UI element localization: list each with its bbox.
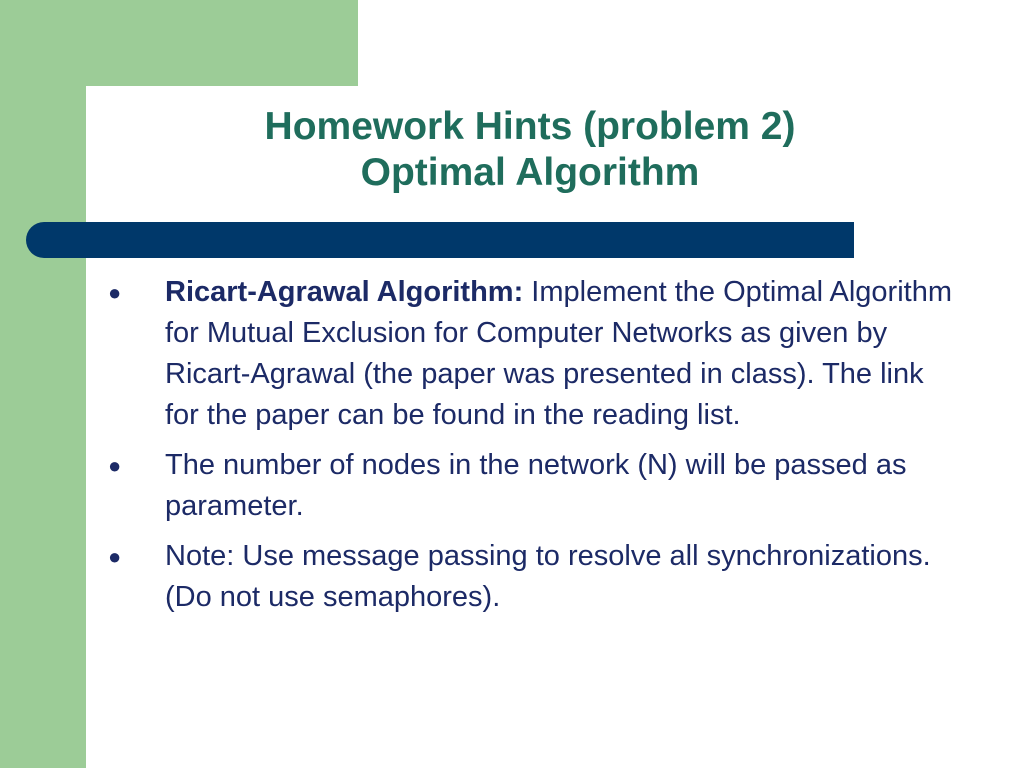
bullet-list	[100, 272, 960, 627]
bullet-item-note	[100, 536, 960, 618]
bullet-text: Note: Use message passing to resolve all synchronizations. (Do not use semaphores).	[165, 540, 931, 613]
green-background-left	[0, 0, 86, 768]
bullet-dot-icon: ●	[108, 280, 122, 305]
bullet-dot-icon: ●	[108, 544, 122, 569]
slide-title-line-1: Homework Hints (problem 2)	[264, 105, 796, 148]
bullet-text: Implement the Optimal Algorithm for Mutual Exclusion for Computer Networks as given by Ricart-Agrawal (the paper was presented in class). The link for the paper can be found in the reading list.	[165, 276, 952, 431]
green-background-top	[0, 0, 358, 86]
slide-title-line-2: Optimal Algorithm	[360, 151, 700, 194]
bullet-text: The number of nodes in the network (N) will be passed as parameter.	[165, 449, 907, 522]
bullet-heading: Ricart-Agrawal Algorithm:	[165, 276, 524, 308]
bullet-dot-icon: ●	[108, 453, 122, 478]
slide-title	[120, 104, 940, 196]
bullet-item-node-count	[100, 445, 960, 527]
bullet-item-ricart-agrawal	[100, 272, 960, 436]
title-divider-bar	[26, 222, 854, 258]
